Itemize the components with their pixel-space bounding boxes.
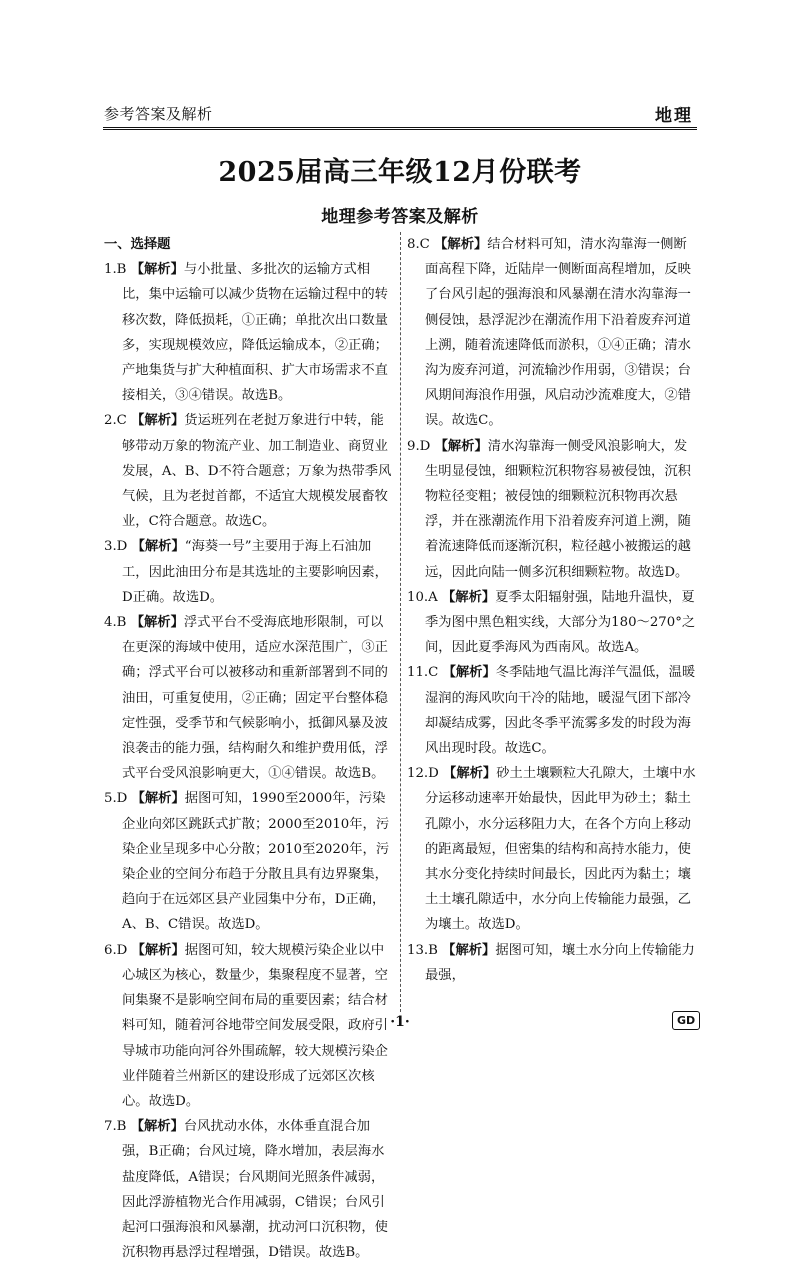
- answer-number: 2.C: [104, 413, 127, 429]
- analysis-tag: 【解析】: [131, 942, 185, 958]
- answer-text: “海葵一号”主要用于海上石油加工，因此油田分布是其选址的主要影响因素，D正确。故选D。: [122, 539, 388, 605]
- header-subject: 地理: [655, 106, 693, 126]
- answer-text: 据图可知，1990至2000年，污染企业向郊区跳跃式扩散；2000至2010年，污染企业呈现多中心分散；2010至2020年，污染企业的空间分布趋于分散且具有边界聚集，趋向于在远郊区县产业园集中分布，D正确，A、B、C错误。故选D。: [122, 791, 390, 933]
- analysis-tag: 【解析】: [130, 615, 184, 631]
- answer-12: [407, 761, 699, 937]
- answer-10: [407, 585, 699, 661]
- answer-13: [407, 938, 699, 988]
- column-divider: [400, 232, 401, 1012]
- left-column: [104, 232, 396, 1261]
- answer-5: [104, 786, 396, 937]
- answer-number: 13.B: [407, 942, 438, 958]
- answer-2: [104, 408, 396, 534]
- answer-number: 10.A: [407, 589, 438, 605]
- answer-7: [104, 1114, 396, 1265]
- answer-text: 砂土土壤颗粒大孔隙大，土壤中水分运移动速率开始最快，因此甲为砂土；黏土孔隙小，水分运移阻力大，在各个方向上移动的距离最短，但密集的结构和高持水能力，使其水分变化持续时间最长，因此丙为黏土；壤土土壤孔隙适中，水分向上传输能力最强，乙为壤土。故选D。: [425, 766, 696, 933]
- answer-number: 3.D: [104, 539, 128, 555]
- analysis-tag: 【解析】: [442, 665, 496, 681]
- answer-text: 据图可知，较大规模污染企业以中心城区为核心，数量少，集聚程度不显著，空间集聚不是影响空间布局的重要因素；结合材料可知，随着河谷地带空间发展受限，政府引导城市功能向河谷外围疏解，较大规模污染企业伴随着兰州新区的建设形成了远郊区次核心。故选D。: [122, 942, 388, 1109]
- analysis-tag: 【解析】: [131, 791, 185, 807]
- analysis-tag: 【解析】: [131, 413, 185, 429]
- answer-9: [407, 434, 699, 585]
- analysis-tag: 【解析】: [130, 1119, 184, 1135]
- answer-number: 11.C: [407, 665, 439, 681]
- page-title: 2025届高三年级12月份联考: [218, 157, 582, 188]
- analysis-tag: 【解析】: [443, 766, 497, 782]
- answer-text: 夏季太阳辐射强，陆地升温快，夏季为图中黑色粗实线，大部分为180～270°之间，因此夏季海风为西南风。故选A。: [425, 589, 696, 656]
- answer-number: 6.D: [104, 942, 128, 958]
- analysis-tag: 【解析】: [434, 237, 488, 252]
- region-badge: GD: [672, 1011, 700, 1030]
- answer-text: 清水沟靠海一侧受风浪影响大，发生明显侵蚀，细颗粒沉积物容易被侵蚀，沉积物粒径变粗；被侵蚀的细颗粒沉积物再次悬浮，并在涨潮流作用下沿着废弃河道上溯，随着流速降低而逐渐沉积，粒径越小被搬运的越远，因此向陆一侧多沉积细颗粒物。故选D。: [425, 438, 691, 580]
- answer-11: [407, 660, 699, 761]
- page-subtitle: 地理参考答案及解析: [321, 207, 479, 227]
- answer-number: 12.D: [407, 766, 439, 782]
- answer-number: 7.B: [104, 1119, 127, 1135]
- analysis-tag: 【解析】: [442, 942, 496, 958]
- header-rule: [103, 127, 697, 130]
- answer-number: 5.D: [104, 791, 128, 807]
- answer-number: 1.B: [104, 262, 127, 278]
- section-heading: 一、选择题: [104, 237, 171, 252]
- answer-number: 4.B: [104, 615, 127, 631]
- analysis-tag: 【解析】: [130, 262, 184, 278]
- answer-text: 浮式平台不受海底地形限制，可以在更深的海域中使用，适应水深范围广，③正确；浮式平台可以被移动和重新部署到不同的油田，可重复使用，②正确；固定平台整体稳定性强，受季节和气候影响小，抵御风暴及波浪袭击的能力强，结构耐久和维护费用低，浮式平台受风浪影响更大，①④错误。故选B。: [122, 615, 388, 782]
- answer-number: 8.C: [407, 237, 430, 252]
- answer-3: [104, 534, 396, 610]
- answer-text: 结合材料可知，清水沟靠海一侧断面高程下降，近陆岸一侧断面高程增加，反映了台风引起的强海浪和风暴潮在清水沟靠海一侧侵蚀，悬浮泥沙在潮流作用下沿着废弃河道上溯，随着流速降低而淤积，①④正确；清水沟为废弃河道，河流输沙作用弱，③错误；台风期间海浪作用强，风启动沙流难度大，②错误。故选C。: [425, 237, 691, 429]
- analysis-tag: 【解析】: [434, 438, 488, 454]
- answer-text: 与小批量、多批次的运输方式相比，集中运输可以减少货物在运输过程中的转移次数，降低损耗，①正确；单批次出口数量多，实现规模效应，降低运输成本，②正确；产地集货与扩大种植面积、扩大市场需求不直接相关，③④错误。故选B。: [122, 262, 388, 404]
- answer-8: [407, 232, 699, 434]
- answer-number: 9.D: [407, 438, 431, 454]
- header-left: 参考答案及解析: [104, 105, 213, 123]
- answer-text: 冬季陆地气温比海洋气温低，温暖湿润的海风吹向干冷的陆地，暖湿气团下部冷却凝结成雾，因此冬季平流雾多发的时段为海风出现时段。故选C。: [425, 665, 696, 757]
- answer-1: [104, 257, 396, 408]
- analysis-tag: 【解析】: [131, 539, 185, 555]
- right-column: [407, 232, 699, 1012]
- answer-text: 台风扰动水体，水体垂直混合加强，B正确；台风过境，降水增加，表层海水盐度降低，A错误；台风期间光照条件减弱，因此浮游植物光合作用减弱，C错误；台风引起河口强海浪和风暴潮，扰动河口沉积物，使沉积物再悬浮过程增强，D错误。故选B。: [122, 1119, 388, 1261]
- answer-text: 据图可知，壤土水分向上传输能力最强，: [425, 942, 695, 983]
- answer-text: 货运班列在老挝万象进行中转，能够带动万象的物流产业、加工制造业、商贸业发展，A、B、D不符合题意；万象为热带季风气候，且为老挝首都，不适宜大规模发展畜牧业，C符合题意。故选C。: [122, 413, 392, 530]
- page-number: ·1·: [390, 1014, 410, 1030]
- answer-4: [104, 610, 396, 786]
- analysis-tag: 【解析】: [441, 589, 496, 605]
